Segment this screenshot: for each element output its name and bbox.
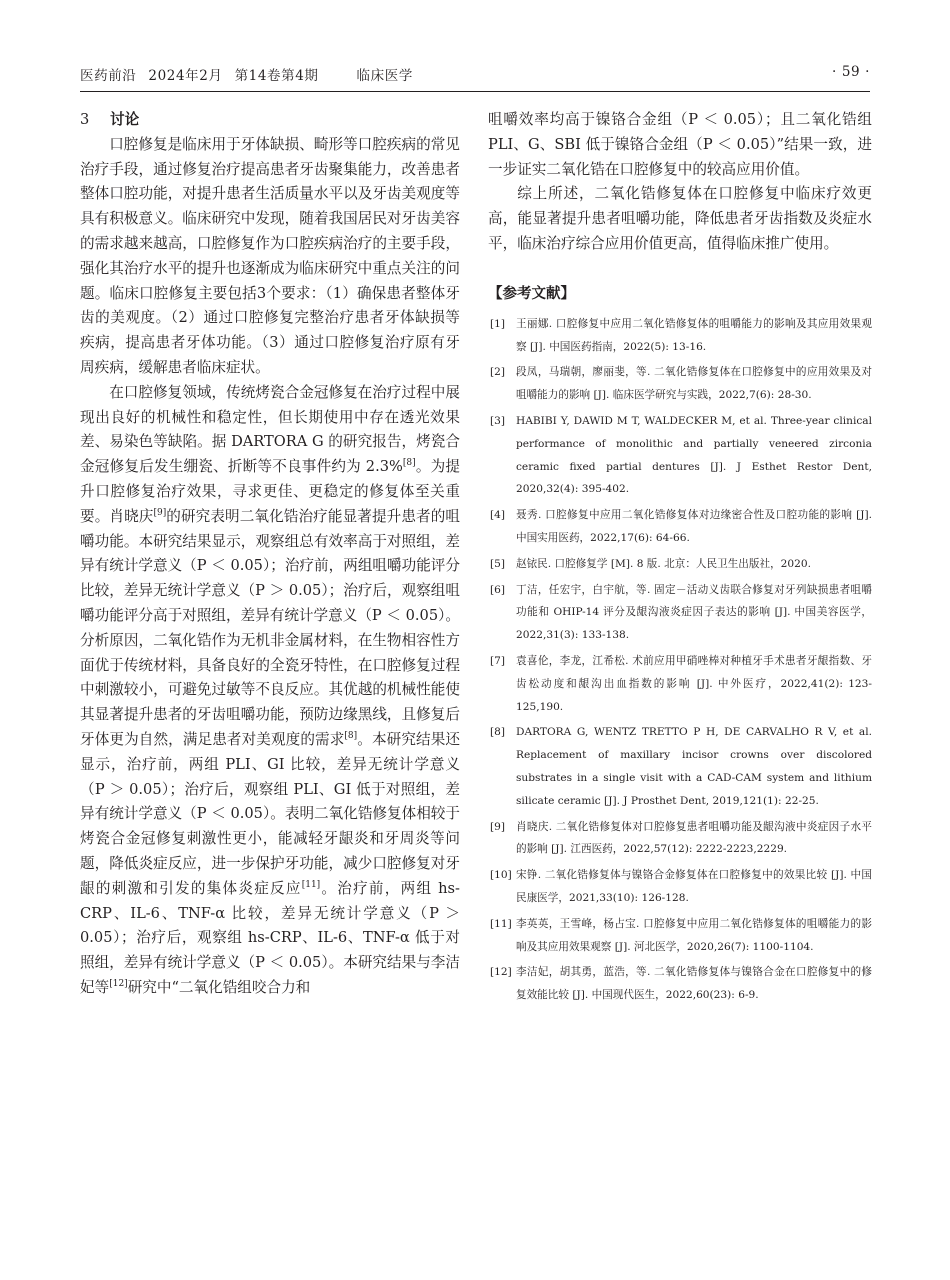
discussion-continued xyxy=(488,108,872,257)
reference-number: [3] xyxy=(490,414,506,427)
reference-text: 段凤，马瑞朝，廖丽斐，等. 二氧化锆修复体在口腔修复中的应用效果及对咀嚼能力的影响 [J]. 临床医学研究与实践，2022,7(6): 28-30. xyxy=(516,366,872,402)
reference-item xyxy=(488,410,872,501)
reference-text: 李洁妃，胡其勇，蓝浩，等. 二氧化锆修复体与镍铬合金在口腔修复中的修复效能比较 [J]. 中国现代医生，2022,60(23): 6-9. xyxy=(516,966,872,1002)
reference-text: 丁洁，任宏宇，白宇航，等. 固定－活动义齿联合修复对牙列缺损患者咀嚼功能和 OHIP-14 评分及龈沟液炎症因子表达的影响 [J]. 中国美容医学，2022,31(3): 133-138. xyxy=(516,583,872,642)
reference-text: HABIBI Y, DAWID M T, WALDECKER M, et al. Three-year clinical performance of monolithic and partially veneered zirconia ceramic fixed partial dentures [J]. J Esthet Restor Dent, 2020,32(4): 395-402. xyxy=(516,414,872,496)
citation[interactable]: [12] xyxy=(109,978,128,989)
text-run: 研究中“二氧化锆组咬合力和 xyxy=(127,978,311,996)
citation[interactable]: [8] xyxy=(402,458,416,469)
reference-item xyxy=(488,816,872,862)
right-column xyxy=(488,108,872,1010)
reference-text: 赵铱民. 口腔修复学 [M]. 8 版. 北京：人民卫生出版社，2020. xyxy=(516,557,811,570)
reference-number: [12] xyxy=(490,966,512,979)
page-number: · 59 · xyxy=(832,64,870,80)
reference-number: [2] xyxy=(490,366,506,379)
citation[interactable]: [8] xyxy=(344,730,358,741)
discussion-body xyxy=(80,133,460,1001)
reference-number: [4] xyxy=(490,509,506,522)
reference-list xyxy=(488,313,872,1007)
text-run: 的研究表明二氧化锆治疗能显著提升患者的咀嚼功能。本研究结果显示，观察组总有效率高于对照组，差异有统计学意义（P ＜ 0.05）；治疗前，两组咀嚼功能评分比较，差异无统计学意义（P ＞ 0.05）；治疗后，观察组咀嚼功能评分高于对照组，差异有统计学意义（P ＜ 0.05）。分析原因，二氧化锆作为无机非金属材料，在生物相容性方面优于传统材料，具备良好的全瓷牙特性，在口腔修复过程中刺激较小，可避免过敏等不良反应。其优越的机械性能使其显著提升患者的牙齿咀嚼功能，预防边缘黑线，且修复后牙体更为自然，满足患者对美观度的需求 xyxy=(80,507,460,748)
reference-item xyxy=(488,650,872,718)
left-column xyxy=(80,108,460,1001)
issue-date: 2024年2月 xyxy=(148,68,223,84)
reference-number: [10] xyxy=(490,869,512,882)
citation[interactable]: [11] xyxy=(301,879,321,890)
text-run: 在口腔修复领域，传统烤瓷合金冠修复在治疗过程中展现出良好的机械性和稳定性，但长期使用中存在透光效果差、易染色等缺陷。据 DARTORA G 的研究报告，烤瓷合金冠修复后发生绷瓷、折断等不良事件约为 2.3% xyxy=(80,383,460,476)
conclusion-paragraph: 综上所述，二氧化锆修复体在口腔修复中临床疗效更高，能显著提升患者咀嚼功能，降低患者牙齿指数及炎症水平，临床治疗综合应用价值更高，值得临床推广使用。 xyxy=(488,185,872,252)
reference-number: [11] xyxy=(490,917,512,930)
reference-number: [9] xyxy=(490,820,506,833)
reference-text: 王丽娜. 口腔修复中应用二氧化锆修复体的咀嚼能力的影响及其应用效果观察 [J]. 中国医药指南，2022(5): 13-16. xyxy=(516,317,872,353)
reference-text: 肖晓庆. 二氧化锆修复体对口腔修复患者咀嚼功能及龈沟液中炎症因子水平的影响 [J]. 江西医药，2022,57(12): 2222-2223,2229. xyxy=(516,820,872,856)
journal-name: 医药前沿 xyxy=(80,68,137,84)
section-name: 临床医学 xyxy=(356,68,413,84)
reference-item xyxy=(488,864,872,910)
reference-item xyxy=(488,313,872,359)
reference-item xyxy=(488,579,872,647)
reference-text: 宋铮. 二氧化锆修复体与镍铬合金修复体在口腔修复中的效果比较 [J]. 中国民康医学，2021,33(10): 126-128. xyxy=(516,869,872,904)
volume-issue: 第14卷第4期 xyxy=(234,68,319,84)
reference-number: [6] xyxy=(490,583,506,596)
reference-number: [1] xyxy=(490,317,506,330)
section-heading xyxy=(80,108,460,133)
header-left xyxy=(80,64,425,84)
reference-item xyxy=(488,913,872,959)
reference-text: 袁喜伦，李龙，江希松. 术前应用甲硝唑棒对种植牙手术患者牙龈指数、牙齿松动度和龈沟出血指数的影响 [J]. 中外医疗，2022,41(2): 123-125,190. xyxy=(516,654,872,713)
reference-item xyxy=(488,361,872,407)
text-run: 。本研究结果还显示，治疗前，两组 PLI、GI 比较，差异无统计学意义（P ＞ 0.05）；治疗后，观察组 PLI、GI 低于对照组，差异有统计学意义（P ＜ 0.05）。表明二氧化锆修复体相较于烤瓷合金冠修复刺激性更小，能减轻牙龈炎和牙周炎等问题，降低炎症反应，进一步保护牙功能，减少口腔修复对牙龈的刺激和引发的集体炎症反应 xyxy=(80,730,460,897)
reference-item xyxy=(488,961,872,1007)
running-header xyxy=(80,64,870,88)
reference-number: [7] xyxy=(490,654,506,667)
reference-text: DARTORA G, WENTZ TRETTO P H, DE CARVALHO R V, et al. Replacement of maxillary incisor crowns over discolored substrates in a single visit with a CAD-CAM system and lithium silicate ceramic [J]. J Prosthet Dent, 2019,121(1): 22-25. xyxy=(516,726,872,807)
text-run: 。治疗前，两组 hs-CRP、IL-6、TNF-α 比较，差异无统计学意义（P ＞ 0.05）；治疗后，观察组 hs-CRP、IL-6、TNF-α 低于对照组，差异有统计学意义（P ＜ 0.05）。本研究结果与李洁妃等 xyxy=(80,879,460,996)
paragraph: 口腔修复是临床用于牙体缺损、畸形等口腔疾病的常见治疗手段，通过修复治疗提高患者牙齿聚集能力，改善患者整体口腔功能，对提升患者生活质量水平以及牙齿美观度等具有积极意义。临床研究中发现，随着我国居民对牙齿美容的需求越来越高，口腔修复作为口腔疾病治疗的主要手段，强化其治疗水平的提升也逐渐成为临床研究中重点关注的问题。临床口腔修复主要包括3个要求：（1）确保患者整体牙齿的美观度。（2）通过口腔修复完整治疗患者牙体缺损等疾病，提高患者牙体功能。（3）通过口腔修复治疗原有牙周疾病，缓解患者临床症状。 xyxy=(80,135,460,376)
reference-text: 李英英，王雪峰，杨占宝. 口腔修复中应用二氧化锆修复体的咀嚼能力的影响及其应用效果观察 [J]. 河北医学，2020,26(7): 1100-1104. xyxy=(516,917,872,953)
reference-item xyxy=(488,553,872,576)
reference-item xyxy=(488,504,872,550)
header-rule xyxy=(80,91,870,92)
text-run: 。为提升口腔修复治疗效果，寻求更佳、更稳定的修复体至关重要。肖晓庆 xyxy=(80,458,460,525)
citation[interactable]: [9] xyxy=(153,507,167,518)
paragraph xyxy=(80,381,460,1001)
reference-number: [5] xyxy=(490,557,506,570)
section-number: 3 xyxy=(80,111,90,128)
reference-text: 聂秀. 口腔修复中应用二氧化锆修复体对边缘密合性及口腔功能的影响 [J]. 中国实用医药，2022,17(6): 64-66. xyxy=(516,509,872,544)
paragraph-continued: 咀嚼效率均高于镍铬合金组（P ＜ 0.05）；且二氧化锆组 PLI、G、SBI 低于镍铬合金组（P ＜ 0.05）”结果一致，进一步证实二氧化锆在口腔修复中的较高应用价值。 xyxy=(488,111,872,178)
references-heading: 【参考文献】 xyxy=(488,284,575,302)
reference-item xyxy=(488,721,872,812)
section-title: 讨论 xyxy=(110,111,140,128)
reference-number: [8] xyxy=(490,726,506,739)
